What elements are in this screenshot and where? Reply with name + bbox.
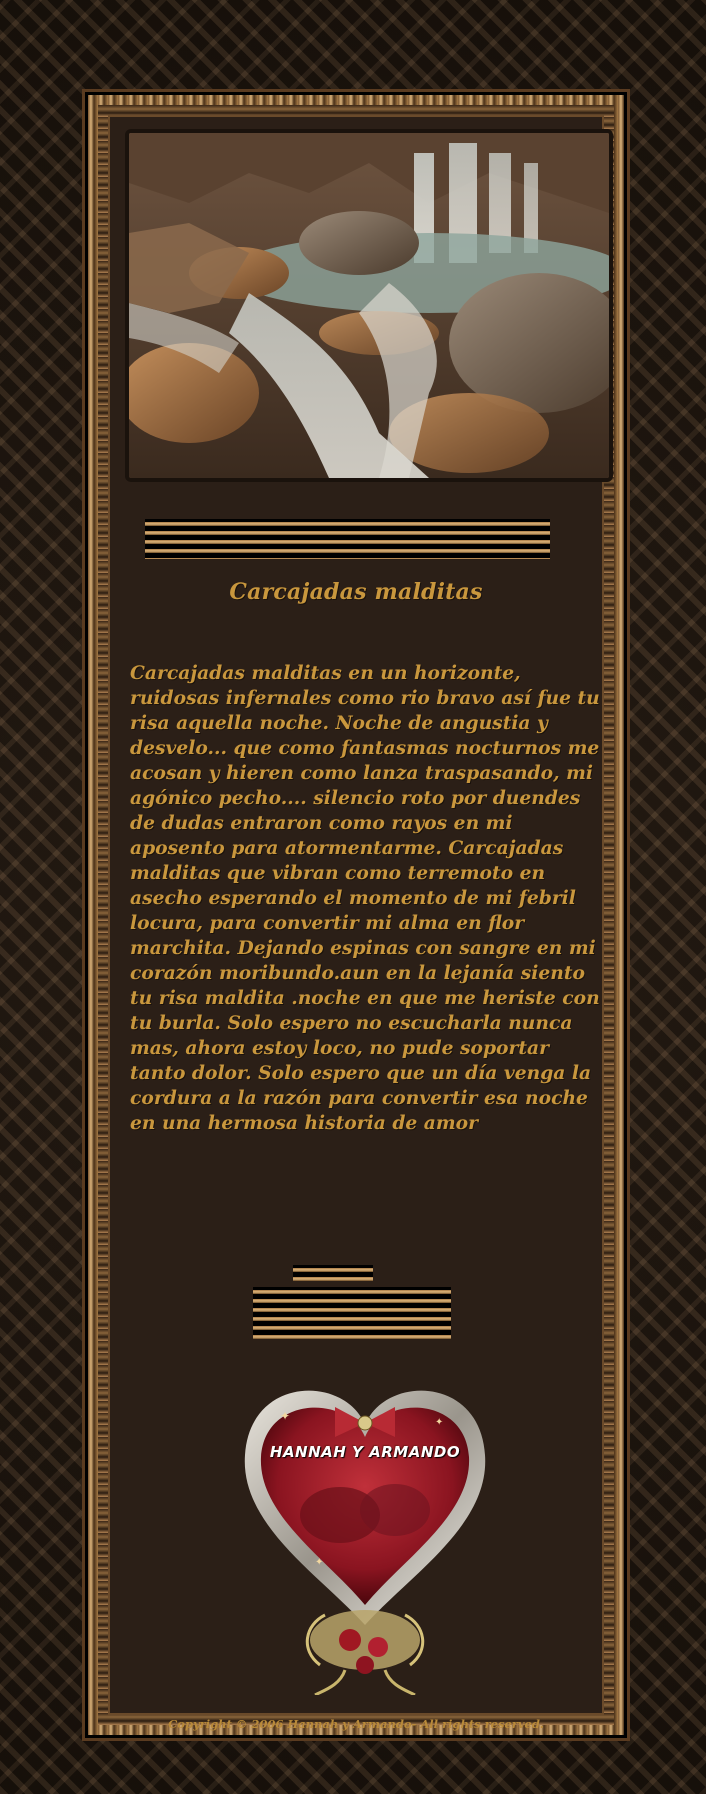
decorative-divider-top xyxy=(145,519,550,559)
frame-border xyxy=(98,105,614,1731)
copyright-notice: Copyright © 2006 Hannah y Armando- All rights reserved. xyxy=(168,1717,544,1731)
svg-text:✦: ✦ xyxy=(280,1409,291,1423)
poem-title: Carcajadas malditas xyxy=(229,579,483,605)
svg-text:✦: ✦ xyxy=(435,1417,444,1428)
svg-text:✦: ✦ xyxy=(315,1557,324,1568)
ornate-frame xyxy=(88,95,624,1735)
decorative-divider-small xyxy=(293,1265,373,1281)
heart-label: HANNAH Y ARMANDO xyxy=(269,1443,461,1461)
heart-ornament xyxy=(230,1365,500,1695)
waterfall-image xyxy=(125,129,613,482)
heart-icon xyxy=(230,1365,500,1695)
poem-body: Carcajadas malditas en un horizonte, ruidosas infernales como rio bravo así fue tu risa aquella noche. Noche de angustia y desvelo... que como fantasmas nocturnos me acosan y hieren como lanza traspasando, mi agónico pecho.... silencio roto por duendes de dudas entraron como rayos en mi aposento para atormentarme. Carcajadas malditas que vibran como terremoto en asecho esperando el momento de mi febril locura, para convertir mi alma en flor marchita. Dejando espinas con sangre en mi corazón moribundo.aun en la lejanía siento tu risa maldita .noche en que me heriste con tu burla. Solo espero no escucharla nunca mas, ahora estoy loco, no pude soportar tanto dolor. Solo espero que un día venga la cordura a la razón para convertir esa noche en una hermosa historia de amor xyxy=(130,662,600,1134)
decorative-divider-bottom xyxy=(253,1287,451,1339)
content-panel xyxy=(108,115,604,1731)
